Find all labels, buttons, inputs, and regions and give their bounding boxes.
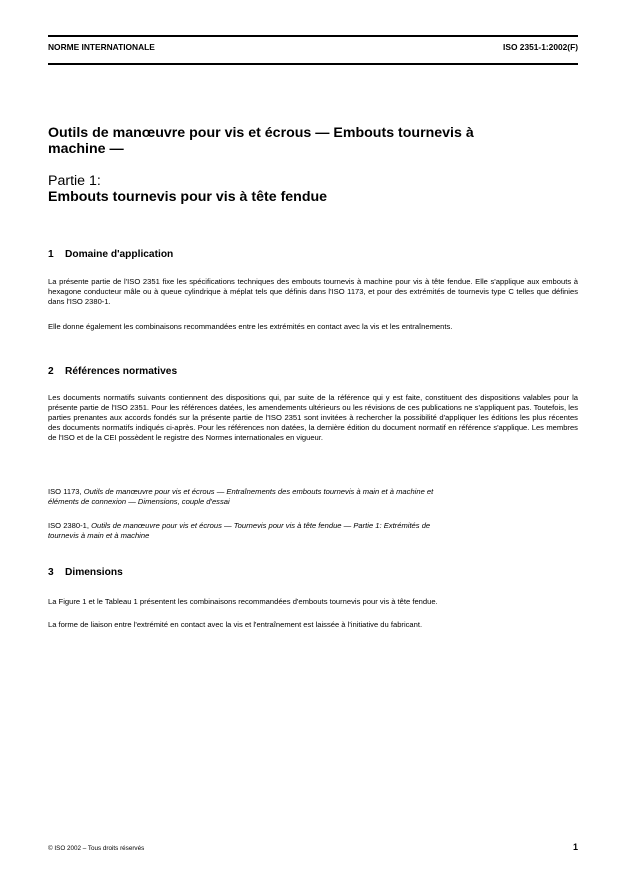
reference-code: ISO 2380-1, — [48, 521, 89, 530]
section-3-heading — [48, 567, 123, 578]
header-standard-number: ISO 2351-1:2002(F) — [503, 42, 578, 52]
header-rule-top — [48, 35, 578, 37]
section-2-paragraph-1: Les documents normatifs suivants contiennent des dispositions qui, par suite de la référence qui y est faite, constituent des dispositions valables pour la présente partie de l'ISO 2351. Pour les références datées, les amendements ultérieurs ou les révisions de ces publications ne s'appliquent pas. Toutefois, les parties prenantes aux accords fondés sur la présente partie de l'ISO 2351 sont invitées à rechercher la possibilité d'appliquer les éditions les plus récentes des documents normatifs indiqués ci-après. Pour les références non datées, la dernière édition du document normatif en référence s'applique. Les membres de l'ISO et de la CEI possèdent le registre des Normes internationales en vigueur. — [48, 393, 578, 443]
section-3-paragraph-1: La Figure 1 et le Tableau 1 présentent les combinaisons recommandées d'embouts tournevis pour vis à tête fendue. — [48, 597, 438, 606]
section-1-heading — [48, 249, 173, 260]
header-rule-bottom — [48, 63, 578, 65]
section-2-heading — [48, 366, 177, 377]
section-1-paragraph-2: Elle donne également les combinaisons recommandées entre les extrémités en contact avec la vis et les entraînements. — [48, 322, 453, 331]
footer-copyright: © ISO 2002 – Tous droits réservés — [48, 845, 145, 852]
reference-title-cont: éléments de connexion — Dimensions, couple d'essai — [48, 497, 230, 507]
section-number: 3 — [48, 567, 54, 578]
section-3-paragraph-2: La forme de liaison entre l'extrémité en contact avec la vis et l'entraînement est laissée à l'initiative du fabricant. — [48, 620, 423, 629]
document-page — [48, 0, 578, 876]
section-title: Dimensions — [65, 567, 123, 578]
header-standard-type: NORME INTERNATIONALE — [48, 42, 155, 52]
section-1-paragraph-1: La présente partie de l'ISO 2351 fixe les spécifications techniques des embouts tournevis à machine pour vis à tête fendue. Elle s'applique aux embouts à hexagone conducteur mâle ou à queue cylindrique à méplat tels que définis dans l'ISO 1173, et pour des extrémités de tournevis type C telles que définies dans l'ISO 2380-1. — [48, 277, 578, 307]
section-title: Références normatives — [65, 366, 178, 377]
title-line-1: Outils de manœuvre pour vis et écrous — Embouts tournevis à — [48, 125, 474, 141]
part-subtitle: Embouts tournevis pour vis à tête fendue — [48, 189, 328, 205]
reference-iso-2380-1 — [48, 521, 578, 541]
reference-iso-1173 — [48, 487, 578, 507]
title-line-2: machine — — [48, 141, 124, 157]
reference-title: Outils de manœuvre pour vis et écrous — Tournevis pour vis à tête fendue — Partie 1: Extrémités de — [91, 521, 431, 530]
footer-page-number: 1 — [572, 842, 578, 852]
reference-code: ISO 1173, — [48, 487, 82, 496]
reference-title: Outils de manœuvre pour vis et écrous — Entraînements des embouts tournevis à main et à machine et — [83, 487, 434, 496]
part-label: Partie 1: — [48, 173, 101, 189]
section-title: Domaine d'application — [65, 249, 174, 260]
section-number: 1 — [48, 249, 54, 260]
reference-title-cont: tournevis à main et à machine — [48, 531, 150, 541]
section-number: 2 — [48, 366, 54, 377]
document-title — [48, 125, 578, 157]
